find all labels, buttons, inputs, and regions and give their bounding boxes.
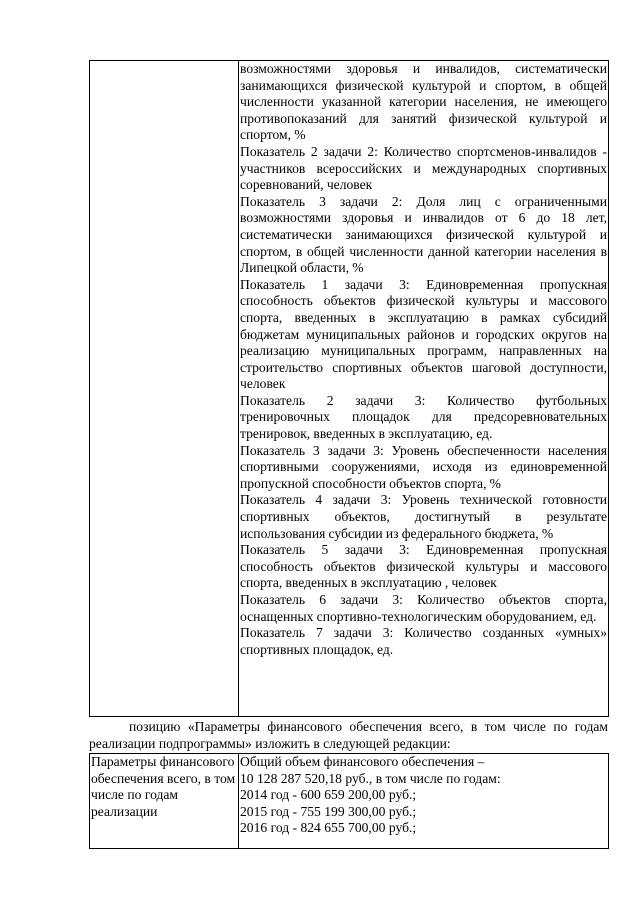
empty-left-cell xyxy=(90,61,239,717)
financing-line: 2014 год - 600 659 200,00 руб.; xyxy=(240,787,417,803)
financing-values-cell xyxy=(239,754,609,849)
indicators-cell xyxy=(239,61,609,717)
indicator-text: Показатель 5 задачи 3: Единовременная пропускная способность объектов физической культуры и массового спорта, введенных в эксплуатацию , человек xyxy=(240,542,607,591)
instruction-paragraph: позицию «Параметры финансового обеспечения всего, в том числе по годам реализации подпрограммы» изложить в следующей редакции: xyxy=(89,719,608,751)
indicator-text: Показатель 2 задачи 2: Количество спортсменов-инвалидов - участников всероссийских и международных спортивных соревнований, человек xyxy=(240,143,607,193)
indicator-text: Показатель 1 задачи 3: Единовременная пропускная способность объектов физической культуры и массового спорта, введенных в эксплуатацию в рамках субсидий бюджетам муниципальных районов и городских округов на реализацию муниципальных программ, направленных на строительство спортивных объектов шаговой доступности, человек xyxy=(240,276,607,392)
financing-line: 2016 год - 824 655 700,00 руб.; xyxy=(240,820,417,836)
indicator-text: Показатель 3 задачи 3: Уровень обеспеченности населения спортивными сооружениями, исходя из единовременной пропускной способности объектов спорта, % xyxy=(240,442,607,491)
indicator-text: Показатель 6 задачи 3: Количество объектов спорта, оснащенных спортивно-технологическим оборудованием, ед. xyxy=(240,592,607,624)
indicator-text: Показатель 4 задачи 3: Уровень технической готовности спортивных объектов, достигнутый в результате использования субсидии из федерального бюджета, % xyxy=(240,492,607,541)
financing-label-cell xyxy=(90,754,239,849)
indicator-text: Показатель 7 задачи 3: Количество созданных «умных» спортивных площадок, ед. xyxy=(240,625,607,657)
financing-label: Параметры финансового обеспечения всего, в том числе по годам реализации xyxy=(91,754,236,819)
financing-line: Общий объем финансового обеспечения – xyxy=(240,754,485,769)
indicator-text: Показатель 2 задачи 3: Количество футбольных тренировочных площадок для предсоревновательных тренировок, введенных в эксплуатацию, ед. xyxy=(240,392,607,442)
financing-line: 10 128 287 520,18 руб., в том числе по годам: xyxy=(240,770,501,786)
financing-table xyxy=(89,753,609,849)
financing-line: 2015 год - 755 199 300,00 руб.; xyxy=(240,803,417,819)
indicator-text: Показатель 3 задачи 2: Доля лиц с ограниченными возможностями здоровья и инвалидов от 6 до 18 лет, систематически занимающихся физической культурой и спортом, в общей численности данной категории населения в Липецкой области, % xyxy=(240,193,607,276)
table-row xyxy=(90,754,609,849)
indicator-text: возможностями здоровья и инвалидов, систематически занимающихся физической культурой и спортом, в общей численности указанной категории населения, не имеющего противопоказаний для занятий физической культурой и спортом, % xyxy=(240,61,607,143)
indicators-table xyxy=(89,60,609,717)
table-row xyxy=(90,61,609,717)
